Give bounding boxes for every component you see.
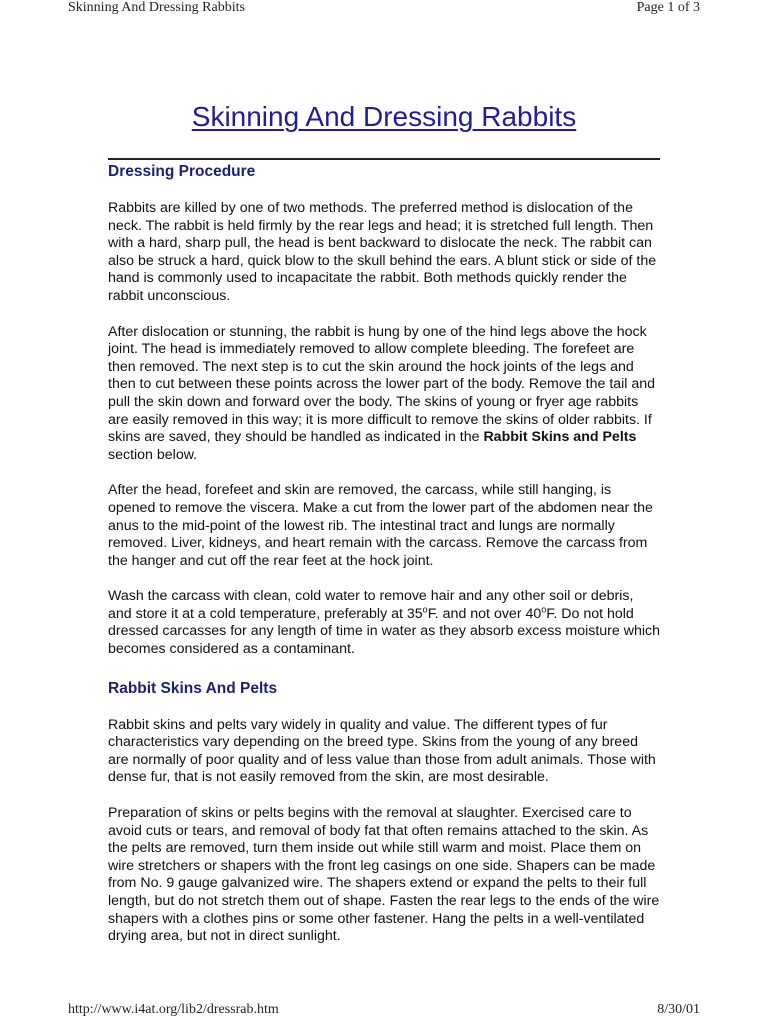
title-divider <box>108 158 660 160</box>
paragraph-text: section below. <box>108 446 198 463</box>
paragraph-text: F. Do not hold dressed carcasses for any length of time in water as they absorb excess moisture which becomes considered as a contaminant. <box>108 605 660 658</box>
section-heading-dressing-procedure: Dressing Procedure <box>108 163 256 180</box>
paragraph: Rabbits are killed by one of two methods. The preferred method is dislocation of the neck. The rabbit is held firmly by the rear legs and head; it is stretched full length. Then with a hard, sharp pull, the head is bent backward to dislocate the neck. The rabbit can also be struck a hard, quick blow to the skull behind the ears. A blunt stick or side of the hand is commonly used to incapacitate the rabbit. Both methods quickly render the rabbit unconscious. <box>108 200 657 304</box>
paragraph: Preparation of skins or pelts begins with the removal at slaughter. Exercised care to avoid cuts or tears, and removal of body fat that often remains attached to the skin. As the pelts are removed, turn them inside out while still warm and moist. Place them on wire stretchers or shapers with the front leg casings on one side. Shapers can be made from No. 9 gauge galvanized wire. The shapers extend or expand the pelts to their full length, but do not stretch them out of shape. Fasten the rear legs to the ends of the wire shapers with a clothes pins or some other fastener. Hang the pelts in a well-ventilated drying area, but not in direct sunlight. <box>108 805 660 945</box>
paragraph <box>108 324 660 465</box>
paragraph: After the head, forefeet and skin are removed, the carcass, while still hanging, is opened to remove the viscera. Make a cut from the lower part of the abdomen near the anus to the mid-point of the lowest rib. The intestinal tract and lungs are normally removed. Liver, kidneys, and heart remain with the carcass. Remove the carcass from the hanger and cut off the rear feet at the hock joint. <box>108 482 653 569</box>
bold-reference: Rabbit Skins and Pelts <box>483 429 637 446</box>
degree-mark: o <box>541 604 547 615</box>
page-title: Skinning And Dressing Rabbits <box>191 101 577 132</box>
header-page-number: Page 1 of 3 <box>636 0 700 15</box>
print-header <box>68 0 700 16</box>
paragraph: Rabbit skins and pelts vary widely in quality and value. The different types of fur characteristics vary depending on the breed type. Skins from the young of any breed are normally of poor quality and of less value than those from adult animals. Those with dense fur, that is not easily removed from the skin, are most desirable. <box>108 716 656 786</box>
degree-mark: o <box>422 604 428 615</box>
document-body <box>108 162 660 946</box>
paragraph-text: F. and not over 40 <box>427 605 542 622</box>
paragraph-text: After dislocation or stunning, the rabbit is hung by one of the hind legs above the hock joint. The head is immediately removed to allow complete bleeding. The forefeet are then removed. The next step is to cut the skin around the hock joints of the legs and then to cut between these points across the lower part of the body. Remove the tail and pull the skin down and forward over the body. The skins of young or fryer age rabbits are easily removed in this way; it is more difficult to remove the skins of older rabbits. If skins are saved, they should be handled as indicated in the <box>108 323 656 446</box>
section-heading-rabbit-skins-and-pelts: Rabbit Skins And Pelts <box>108 679 278 697</box>
footer-date: 8/30/01 <box>657 1002 700 1017</box>
paragraph <box>108 588 660 658</box>
footer-url: http://www.i4at.org/lib2/dressrab.htm <box>68 1002 279 1017</box>
print-footer <box>68 1002 700 1018</box>
paragraph-text: Wash the carcass with clean, cold water to remove hair and any other soil or debris, and store it at a cold temperature, preferably at 35 <box>108 588 634 622</box>
header-title: Skinning And Dressing Rabbits <box>68 0 245 15</box>
